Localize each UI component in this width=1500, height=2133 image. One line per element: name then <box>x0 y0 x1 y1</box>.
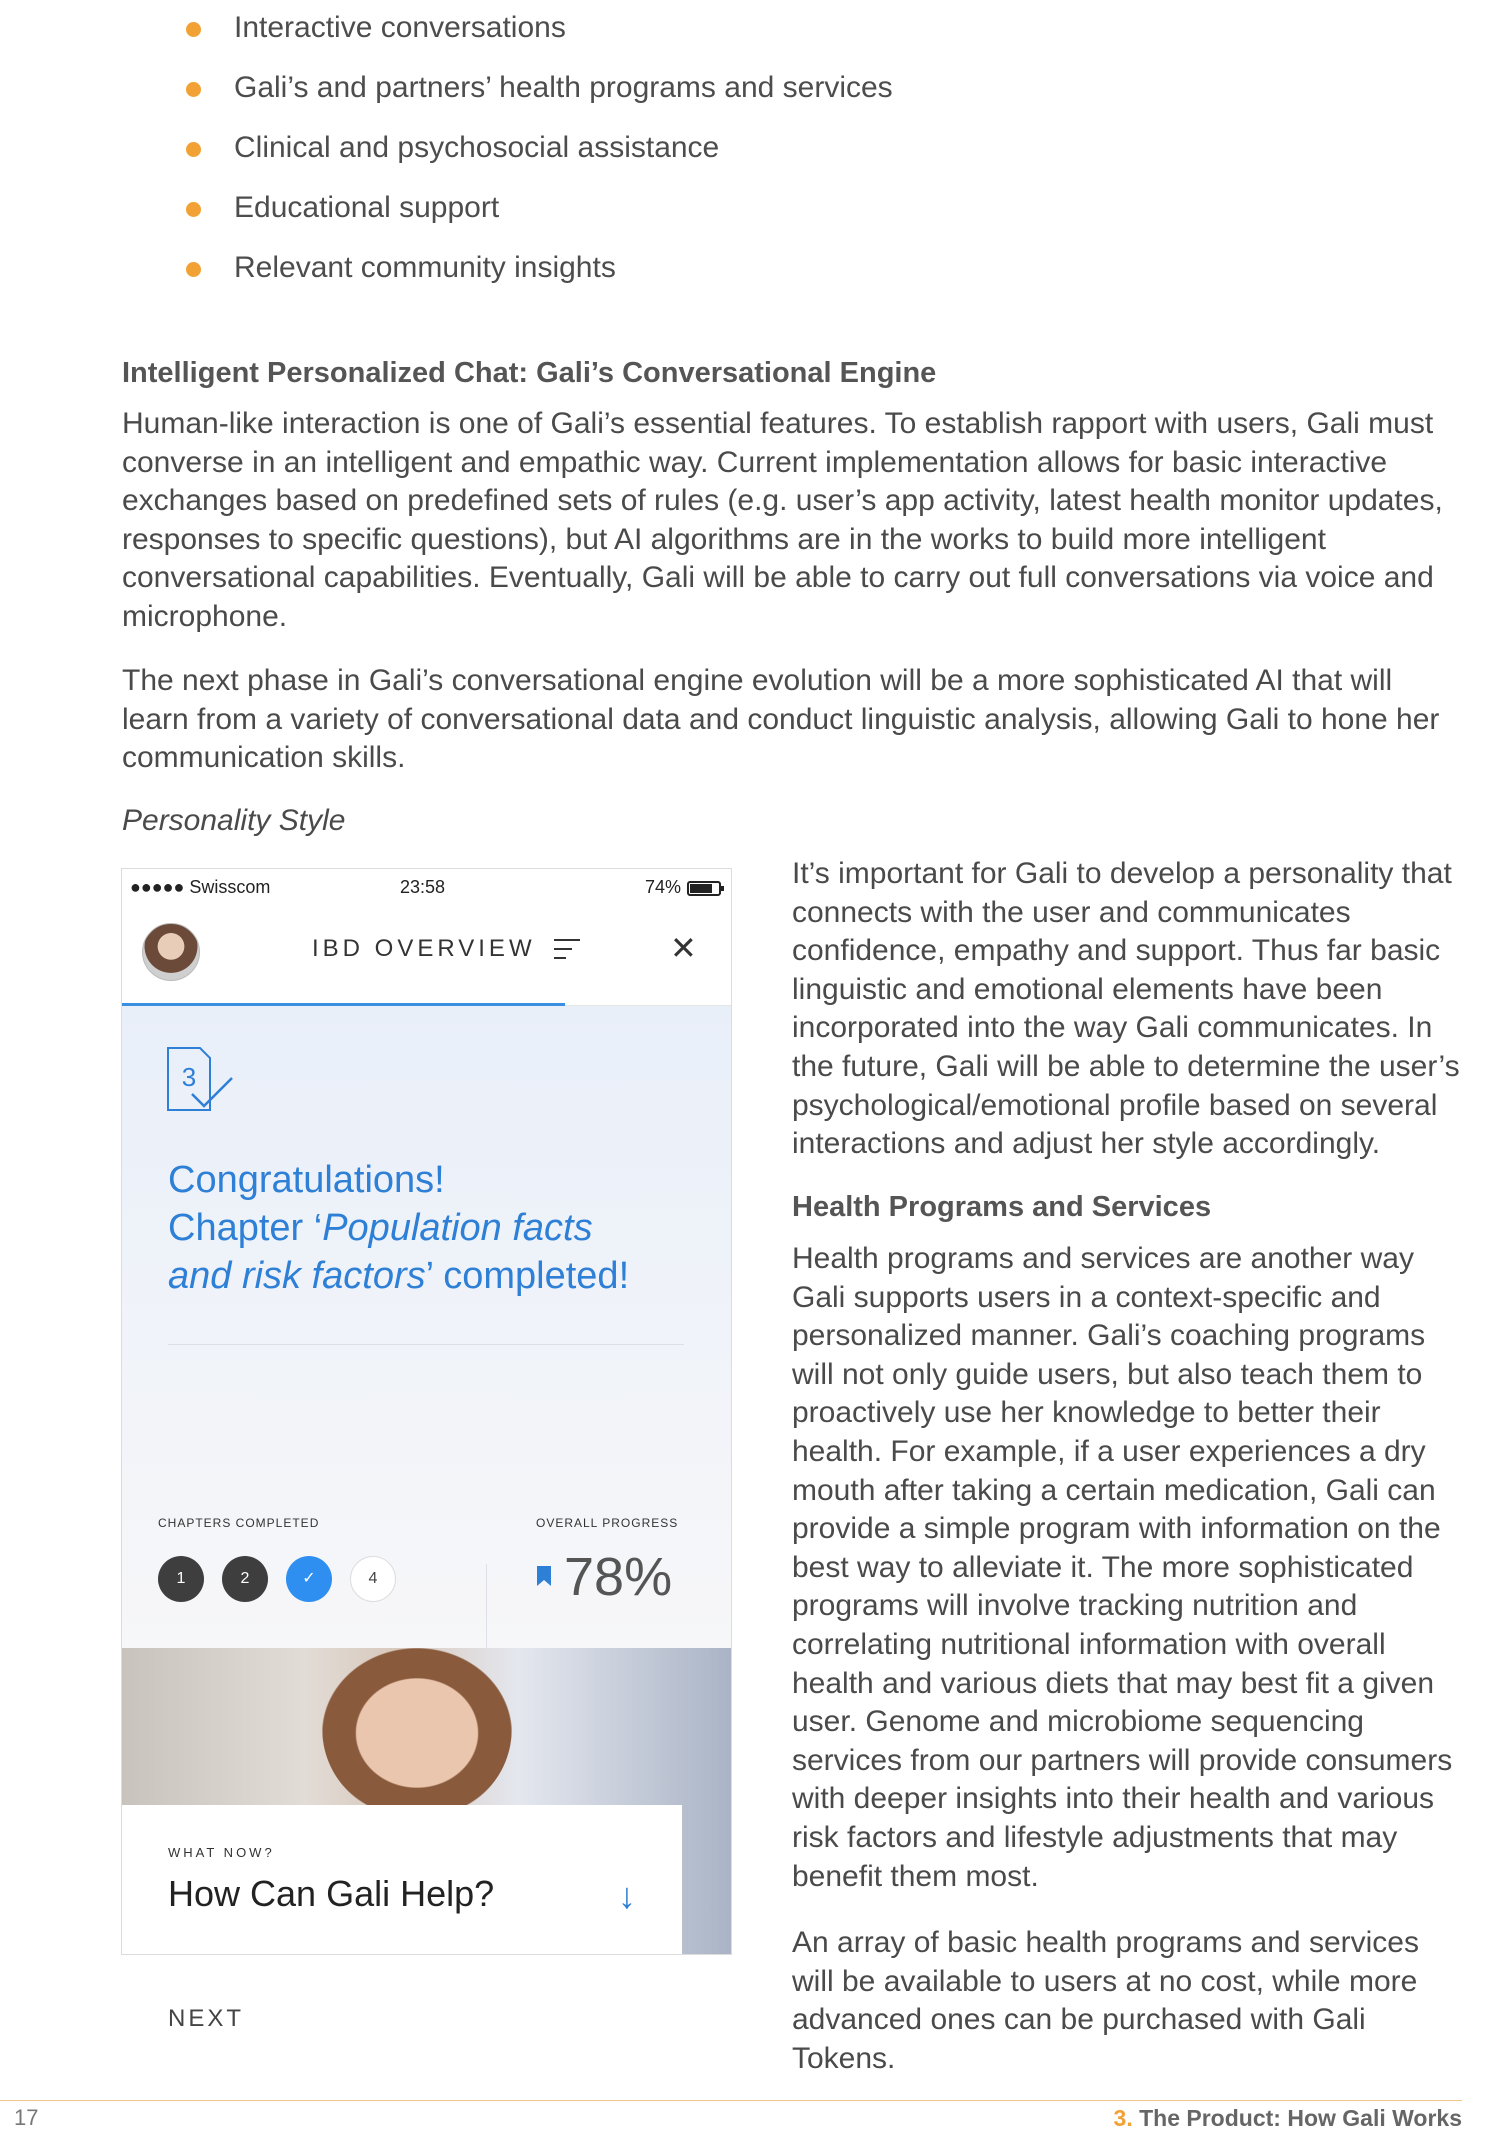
chapter-circle-3-check-icon[interactable]: ✓ <box>286 1556 332 1602</box>
next-button[interactable]: NEXT <box>168 2005 245 2032</box>
programs-paragraph-2: An array of basic health programs and services will be available to users at no cost, while more advanced ones can be purchased with Gali Tokens. <box>792 1926 1419 2075</box>
carrier-label: ●●●●● Swisscom <box>130 877 271 897</box>
bullet-dot-icon <box>186 82 201 97</box>
bullet-item: Interactive conversations <box>182 8 893 68</box>
status-bar <box>122 869 731 905</box>
clock: 23:58 <box>400 877 446 897</box>
bullet-item: Clinical and psychosocial assistance <box>182 128 893 188</box>
battery-icon <box>687 881 721 896</box>
page-number: 17 <box>14 2105 39 2130</box>
battery-indicator: 74% <box>645 877 721 898</box>
app-title: IBD OVERVIEW <box>312 935 536 962</box>
chapter-circle-2[interactable]: 2 <box>222 1556 268 1602</box>
menu-icon[interactable] <box>554 939 580 959</box>
phone-mockup <box>121 868 732 2032</box>
overall-progress-value: 78% <box>564 1547 673 1607</box>
footer-rule <box>0 2100 1462 2101</box>
bullet-item: Gali’s and partners’ health programs and services <box>182 68 893 128</box>
bullet-dot-icon <box>186 22 201 37</box>
bookmark-icon <box>537 1566 551 1586</box>
personality-paragraph: It’s important for Gali to develop a personality that connects with the user and communicates confidence, empathy and support. Thus far basic linguistic and emotional elements have been incorporated into the way Gali communicates. In the future, Gali will be able to determine the user’s psychological/emotional profile based on several interactions and adjust her style accordingly. <box>792 857 1460 1161</box>
app-header <box>122 905 731 1006</box>
close-icon[interactable]: ✕ <box>670 930 697 966</box>
congrats-card <box>122 1006 731 1656</box>
bullet-dot-icon <box>186 262 201 277</box>
divider <box>168 1344 684 1345</box>
svg-text:3: 3 <box>181 1062 197 1092</box>
avatar[interactable] <box>142 923 200 981</box>
face-image <box>322 1648 512 1818</box>
bullet-dot-icon <box>186 202 201 217</box>
section-heading-programs: Health Programs and Services <box>792 1191 1212 1223</box>
chapter-circle-1[interactable]: 1 <box>158 1556 204 1602</box>
what-now-label: WHAT NOW? <box>168 1845 275 1860</box>
bullet-dot-icon <box>186 142 201 157</box>
feature-bullet-list <box>182 8 893 308</box>
stats-separator <box>486 1564 487 1652</box>
help-title: How Can Gali Help? <box>168 1873 495 1914</box>
arrow-down-icon[interactable]: ↓ <box>618 1875 636 1916</box>
bullet-item: Relevant community insights <box>182 248 893 308</box>
section-heading-chat: Intelligent Personalized Chat: Gali’s Conversational Engine <box>122 357 937 389</box>
congrats-message: Congratulations! Chapter ‘Population facts and risk factors’ completed! <box>168 1159 630 1297</box>
bullet-item: Educational support <box>182 188 893 248</box>
document-check-icon <box>166 1034 212 1116</box>
chapter-circle-4[interactable]: 4 <box>350 1556 396 1602</box>
figure-caption: Personality Style <box>122 804 346 837</box>
chapters-completed-label: CHAPTERS COMPLETED <box>158 1516 320 1530</box>
what-now-card[interactable] <box>122 1805 682 1954</box>
chat-paragraph-2: The next phase in Gali’s conversational engine evolution will be a more sophisticated AI that will learn from a variety of conversational data and conduct linguistic analysis, allowing Gali to hone her communication skills. <box>122 664 1440 775</box>
chapter-title: 3. The Product: How Gali Works <box>1113 2105 1462 2131</box>
woman-photo <box>122 1648 731 1954</box>
programs-paragraph-1: Health programs and services are another way Gali supports users in a context-specific and personalized manner. Gali’s coaching programs will not only guide users, but also teach them to proactively use her knowledge to better their health. For example, if a user experiences a dry mouth after taking a certain medication, Gali can provide a simple program with information on the best way to alleviate it. The more sophisticated programs will involve tracking nutrition and correlating nutritional information with overall health and various diets that may best fit a given user. Genome and microbiome sequencing services from our partners will provide consumers with deeper insights into their health and various risk factors and lifestyle adjustments that may benefit them most. <box>792 1242 1453 1893</box>
chat-paragraph-1: Human-like interaction is one of Gali’s essential features. To establish rapport with users, Gali must converse in an intelligent and empathic way. Current implementation allows for basic interactive exchanges based on predefined sets of rules (e.g. user’s app activity, latest health monitor updates, responses to specific questions), but AI algorithms are in the works to build more intelligent conversational capabilities. Eventually, Gali will be able to carry out full conversations via voice and microphone. <box>122 407 1443 633</box>
overall-progress-label: OVERALL PROGRESS <box>536 1516 679 1530</box>
